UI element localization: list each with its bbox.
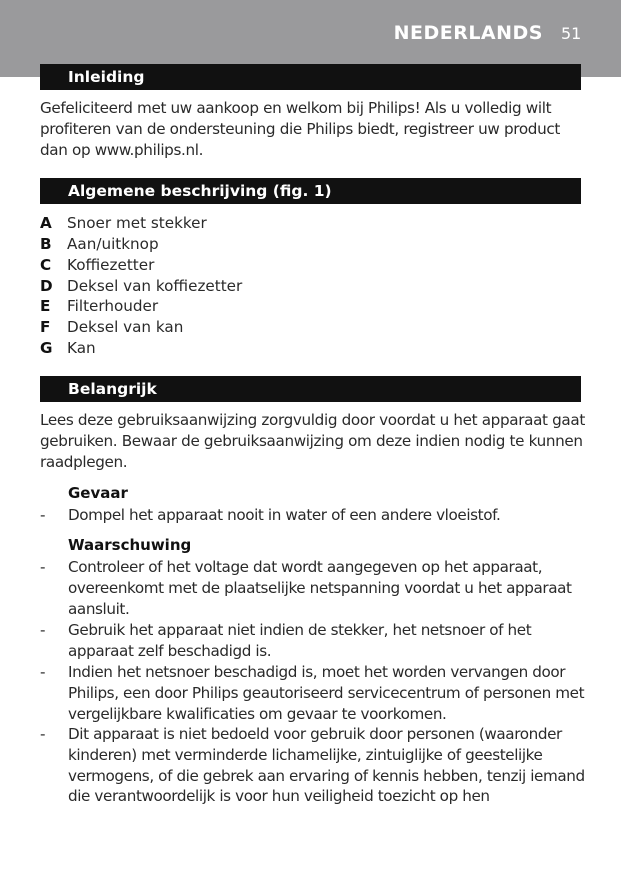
- section-heading-important: Belangrijk: [40, 376, 581, 402]
- danger-item-text: Dompel het apparaat nooit in water of een andere vloeistof.: [68, 506, 501, 524]
- part-item: [40, 255, 154, 276]
- part-item: [40, 213, 207, 234]
- part-label: Koffiezetter: [67, 256, 155, 274]
- warning-item-text: Dit apparaat is niet bedoeld voor gebruik door personen (waaronder kinderen) met verminderde lichamelijke, zintuiglijke of geestelijke vermogens, of die gebrek aan ervaring of kennis hebben, tenzij iemand die verantwoordelijk is voor hun veiligheid toezicht op hen: [68, 725, 585, 806]
- part-letter: C: [40, 256, 52, 274]
- warning-item-text: Indien het netsnoer beschadigd is, moet het worden vervangen door Philips, een door Philips geautoriseerd servicecentrum of personen met vergelijkbare kwalificaties om gevaar te voorkomen.: [68, 663, 585, 723]
- warning-item: - Dit apparaat is niet bedoeld voor gebruik door personen (waaronder kinderen) met verminderde lichamelijke, zintuiglijke of geestelijke vermogens, of die gebrek aan ervaring of kennis hebben, tenzij iemand die verantwoordelijk is voor hun veiligheid toezicht op hen: [40, 724, 588, 807]
- part-letter: B: [40, 235, 52, 253]
- warning-item: - Controleer of het voltage dat wordt aangegeven op het apparaat, overeenkomt met de plaatselijke netspanning voordat u het apparaat aansluit.: [40, 557, 588, 619]
- part-letter: D: [40, 277, 53, 295]
- part-label: Deksel van koffiezetter: [67, 277, 243, 295]
- part-letter: A: [40, 214, 52, 232]
- danger-heading: Gevaar: [68, 484, 128, 502]
- danger-item: - Dompel het apparaat nooit in water of een andere vloeistof.: [40, 505, 588, 526]
- language-label: NEDERLANDS: [393, 22, 543, 44]
- part-letter: F: [40, 318, 51, 336]
- warning-item-text: Gebruik het apparaat niet indien de stekker, het netsnoer of het apparaat zelf beschadigd is.: [68, 621, 532, 660]
- part-item: [40, 276, 242, 297]
- part-letter: E: [40, 297, 51, 315]
- warning-item: - Indien het netsnoer beschadigd is, moet het worden vervangen door Philips, een door Philips geautoriseerd servicecentrum of personen met vergelijkbare kwalificaties om gevaar te voorkomen.: [40, 662, 588, 724]
- intro-paragraph: Gefeliciteerd met uw aankoop en welkom bij Philips! Als u volledig wilt profiteren van de ondersteuning die Philips biedt, registreer uw product dan op www.philips.nl.: [40, 99, 560, 159]
- page-number: 51: [561, 24, 582, 43]
- part-item: [40, 317, 183, 338]
- warning-heading: Waarschuwing: [68, 536, 192, 554]
- part-label: Kan: [67, 339, 96, 357]
- part-item: [40, 234, 159, 255]
- section-heading-intro: Inleiding: [40, 64, 581, 90]
- section-heading-description: Algemene beschrijving (fig. 1): [40, 178, 581, 204]
- important-paragraph: Lees deze gebruiksaanwijzing zorgvuldig door voordat u het apparaat gaat gebruiken. Bewaar de gebruiksaanwijzing om deze indien nodig te kunnen raadplegen.: [40, 411, 585, 471]
- part-label: Filterhouder: [67, 297, 159, 315]
- part-item: [40, 296, 158, 317]
- part-letter: G: [40, 339, 53, 357]
- part-label: Aan/uitknop: [67, 235, 159, 253]
- part-label: Deksel van kan: [67, 318, 184, 336]
- part-label: Snoer met stekker: [67, 214, 207, 232]
- warning-item: - Gebruik het apparaat niet indien de stekker, het netsnoer of het apparaat zelf beschadigd is.: [40, 620, 588, 662]
- warning-item-text: Controleer of het voltage dat wordt aangegeven op het apparaat, overeenkomt met de plaatselijke netspanning voordat u het apparaat aansluit.: [68, 558, 572, 618]
- part-item: [40, 338, 96, 359]
